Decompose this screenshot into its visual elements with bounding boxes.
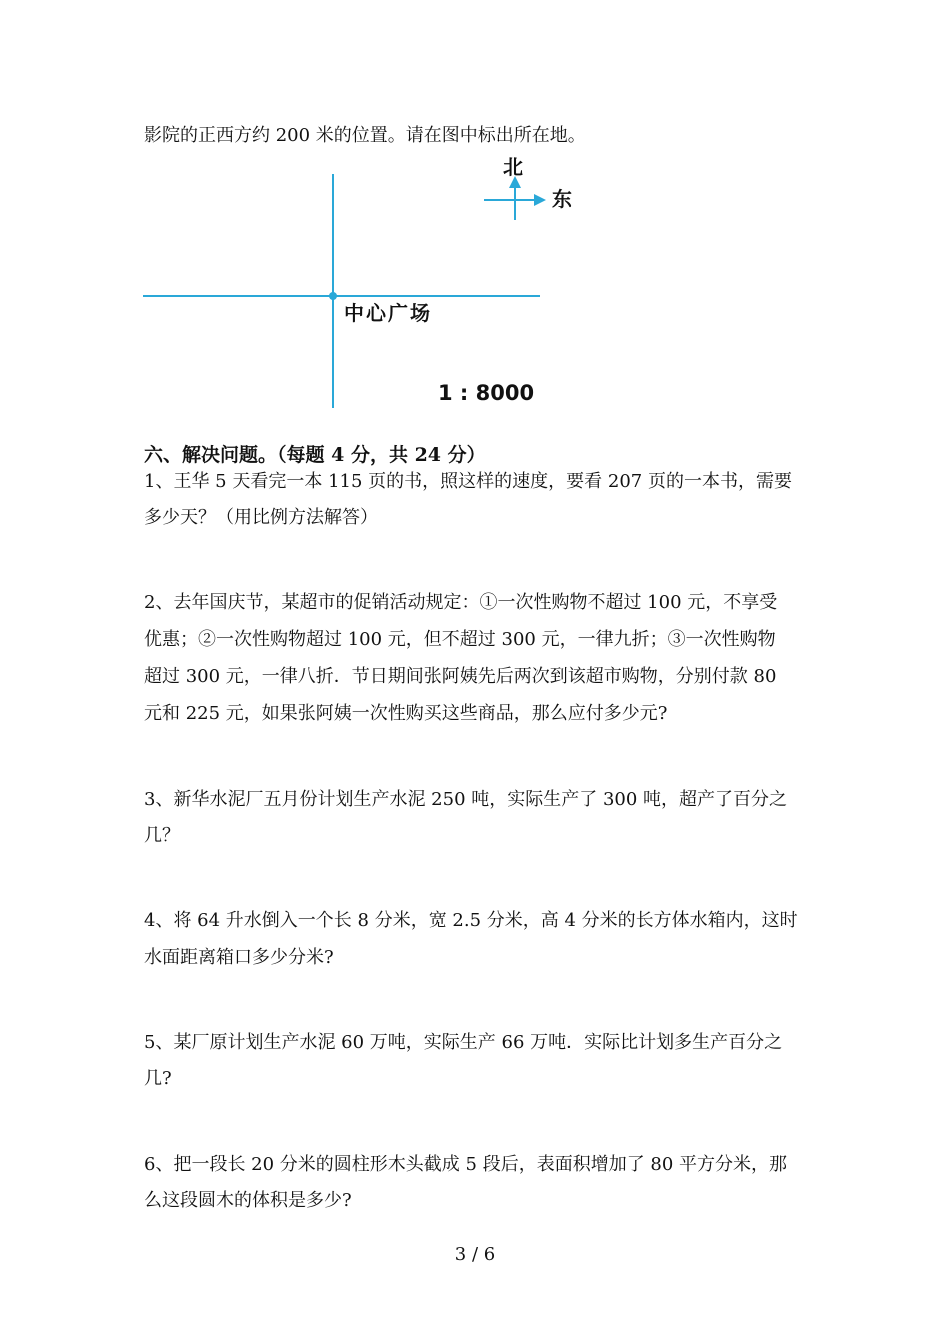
page-number: 3 / 6 <box>454 1244 496 1265</box>
north-label: 北 <box>503 155 523 179</box>
problem-line: 元和 225 元，如果张阿姨一次性购买这些商品，那么应付多少元? <box>144 703 668 724</box>
center-label: 中心广场 <box>344 301 432 325</box>
problem-line: 4、将 64 升水倒入一个长 8 分米，宽 2.5 分米，高 4 分米的长方体水箱内，这时 <box>144 910 798 931</box>
problem-line: 水面距离箱口多少分米? <box>144 947 334 968</box>
map-figure <box>0 150 950 420</box>
problem-line: 几? <box>144 1068 172 1089</box>
map-diagram <box>0 150 950 420</box>
problem-line: 多少天？（用比例方法解答） <box>144 507 378 528</box>
intro-text: 影院的正西方约 200 米的位置。请在图中标出所在地。 <box>144 125 586 146</box>
problem-line: 几？ <box>144 825 180 846</box>
east-arrow-head <box>534 194 546 206</box>
problem-line: 么这段圆木的体积是多少? <box>144 1190 352 1211</box>
problem-line: 6、把一段长 20 分米的圆柱形木头截成 5 段后，表面积增加了 80 平方分米，那 <box>144 1154 788 1175</box>
center-dot <box>329 292 337 300</box>
problem-line: 2、去年国庆节，某超市的促销活动规定：①一次性购物不超过 100 元，不享受 <box>144 592 778 613</box>
east-label: 东 <box>552 187 572 211</box>
scale-label: 1 : 8000 <box>438 381 535 405</box>
problem-line: 超过 300 元，一律八折．节日期间张阿姨先后两次到该超市购物，分别付款 80 <box>144 666 777 687</box>
problem-line: 1、王华 5 天看完一本 115 页的书，照这样的速度，要看 207 页的一本书，需要 <box>144 471 792 492</box>
problem-line: 5、某厂原计划生产水泥 60 万吨，实际生产 66 万吨．实际比计划多生产百分之 <box>144 1032 783 1053</box>
problem-line: 优惠；②一次性购物超过 100 元，但不超过 300 元，一律九折；③一次性购物 <box>144 629 776 650</box>
problem-line: 3、新华水泥厂五月份计划生产水泥 250 吨，实际生产了 300 吨，超产了百分之 <box>144 789 788 810</box>
section-title: 六、解决问题。（每题 4 分，共 24 分） <box>144 444 486 466</box>
